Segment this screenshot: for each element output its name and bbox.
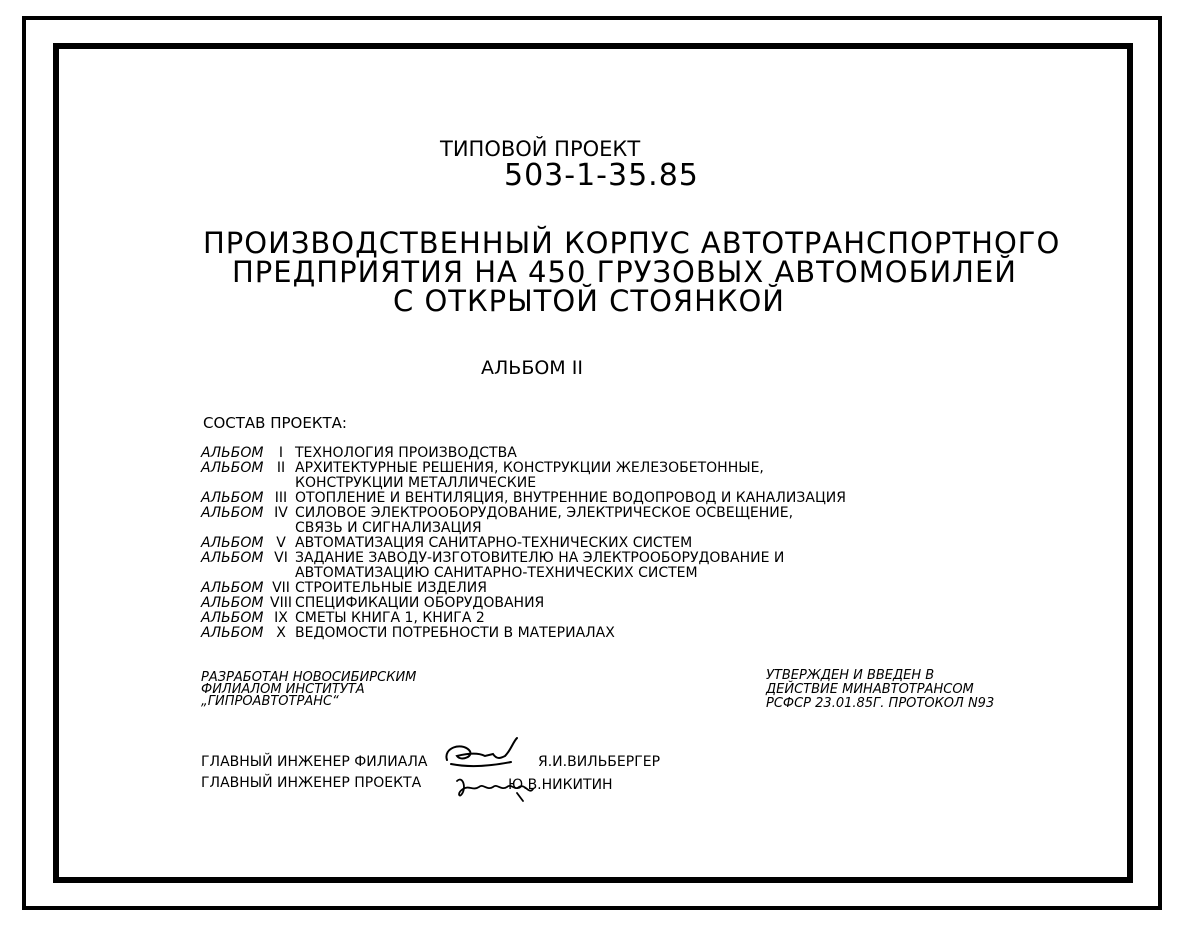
album-description [295, 581, 487, 596]
album-description [295, 611, 485, 626]
album-description-line: СТРОИТЕЛЬНЫЕ ИЗДЕЛИЯ [295, 580, 487, 596]
album-word: АЛЬБОМ [201, 625, 264, 641]
title-line-1: ПРОИЗВОДСТВЕННЫЙ КОРПУС АВТОТРАНСПОРТНОГО [203, 226, 1061, 260]
project-type-label: ТИПОВОЙ ПРОЕКТ [440, 137, 641, 161]
album-number: II [276, 460, 286, 476]
album-row [201, 581, 846, 596]
album-description-line: ВЕДОМОСТИ ПОТРЕБНОСТИ В МАТЕРИАЛАХ [295, 625, 615, 641]
developer-line: ФИЛИАЛОМ ИНСТИТУТА [201, 682, 365, 697]
album-description-line: АВТОМАТИЗАЦИЯ САНИТАРНО-ТЕХНИЧЕСКИХ СИСТЕМ [295, 535, 693, 551]
album-number: X [276, 625, 286, 641]
composition-label: СОСТАВ ПРОЕКТА: [203, 414, 347, 432]
handwritten-signature-icon [441, 736, 521, 776]
album-heading: АЛЬБОМ II [481, 357, 583, 379]
developer-block [201, 672, 416, 708]
album-description-line: ЗАДАНИЕ ЗАВОДУ-ИЗГОТОВИТЕЛЮ НА ЭЛЕКТРООБОРУДОВАНИЕ И [295, 550, 785, 566]
album-word: АЛЬБОМ [201, 535, 264, 551]
approval-line: РСФСР 23.01.85Г. ПРОТОКОЛ N93 [766, 696, 995, 711]
album-description [295, 596, 544, 611]
album-description-line: ОТОПЛЕНИЕ И ВЕНТИЛЯЦИЯ, ВНУТРЕННИЕ ВОДОПРОВОД И КАНАЛИЗАЦИЯ [295, 490, 847, 506]
developer-line: „ГИПРОАВТОТРАНС“ [201, 694, 339, 709]
album-word: АЛЬБОМ [201, 595, 264, 611]
approval-line: ДЕЙСТВИЕ МИНАВТОТРАНСОМ [766, 682, 974, 697]
album-row [201, 611, 846, 626]
album-description [295, 506, 793, 536]
album-description [295, 461, 764, 491]
album-number: VII [272, 580, 290, 596]
album-word: АЛЬБОМ [201, 505, 264, 521]
album-word: АЛЬБОМ [201, 610, 264, 626]
album-description-line: АВТОМАТИЗАЦИЮ САНИТАРНО-ТЕХНИЧЕСКИХ СИСТЕМ [295, 565, 698, 581]
album-row [201, 596, 846, 611]
signature-row-chief-engineer-branch [201, 754, 661, 770]
album-description-line: КОНСТРУКЦИИ МЕТАЛЛИЧЕСКИЕ [295, 475, 537, 491]
album-description [295, 491, 846, 506]
album-number: IX [274, 610, 288, 626]
album-description-line: СИЛОВОЕ ЭЛЕКТРООБОРУДОВАНИЕ, ЭЛЕКТРИЧЕСКОЕ ОСВЕЩЕНИЕ, [295, 505, 794, 521]
album-number: VI [274, 550, 288, 566]
album-word: АЛЬБОМ [201, 580, 264, 596]
album-number: VIII [270, 595, 292, 611]
album-row [201, 461, 846, 491]
album-number: V [276, 535, 286, 551]
album-word: АЛЬБОМ [201, 445, 264, 461]
album-row [201, 551, 846, 581]
album-row [201, 626, 846, 641]
album-description-line: ТЕХНОЛОГИЯ ПРОИЗВОДСТВА [295, 445, 517, 461]
signature-role: ГЛАВНЫЙ ИНЖЕНЕР ФИЛИАЛА [201, 754, 428, 770]
album-description [295, 446, 517, 461]
album-row [201, 446, 846, 461]
album-number: I [278, 445, 284, 461]
album-row [201, 536, 846, 551]
approval-line: УТВЕРЖДЕН И ВВЕДЕН В [766, 668, 935, 683]
album-word: АЛЬБОМ [201, 490, 264, 506]
album-description [295, 536, 692, 551]
signature-row-chief-project-engineer [201, 775, 613, 793]
approval-block [766, 669, 994, 711]
title-line-3: С ОТКРЫТОЙ СТОЯНКОЙ [393, 284, 785, 318]
album-description-line: СВЯЗЬ И СИГНАЛИЗАЦИЯ [295, 520, 482, 536]
signer-name: Ю.В.НИКИТИН [508, 777, 613, 793]
album-description-line: СПЕЦИФИКАЦИИ ОБОРУДОВАНИЯ [295, 595, 545, 611]
title-line-2: ПРЕДПРИЯТИЯ НА 450 ГРУЗОВЫХ АВТОМОБИЛЕЙ [232, 255, 1017, 289]
album-row [201, 491, 846, 506]
signature-role: ГЛАВНЫЙ ИНЖЕНЕР ПРОЕКТА [201, 775, 422, 791]
album-number: III [274, 490, 288, 506]
album-row [201, 506, 846, 536]
album-description-line: АРХИТЕКТУРНЫЕ РЕШЕНИЯ, КОНСТРУКЦИИ ЖЕЛЕЗОБЕТОННЫЕ, [295, 460, 764, 476]
album-number: IV [274, 505, 288, 521]
album-word: АЛЬБОМ [201, 460, 264, 476]
album-list [201, 446, 846, 641]
developer-line: РАЗРАБОТАН НОВОСИБИРСКИМ [201, 670, 417, 685]
album-description [295, 551, 784, 581]
album-description [295, 626, 615, 641]
album-description-line: СМЕТЫ КНИГА 1, КНИГА 2 [295, 610, 485, 626]
album-word: АЛЬБОМ [201, 550, 264, 566]
signer-name: Я.И.ВИЛЬБЕРГЕР [538, 754, 661, 770]
project-code: 503-1-35.85 [504, 158, 699, 193]
